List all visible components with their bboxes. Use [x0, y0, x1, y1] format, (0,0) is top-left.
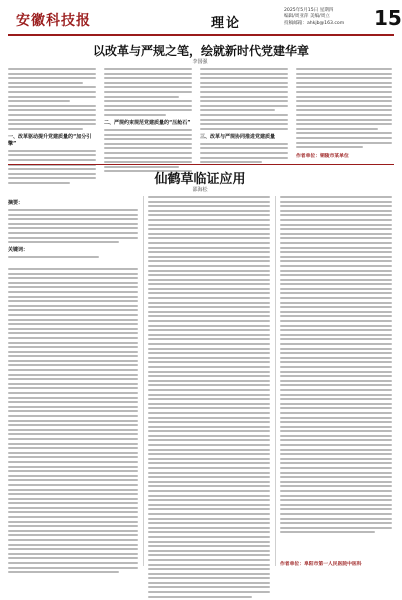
- article1-col-2: [104, 68, 192, 175]
- masthead: [6, 4, 402, 34]
- article1-subhead-3: 三、改革与严规协同推进党建质量: [200, 133, 276, 140]
- contact-line: 投稿邮箱：ahkjb@163.com: [284, 20, 345, 26]
- article1-col-4: [296, 68, 392, 159]
- article2-author-credit: 作者单位：阜阳市第一人民医院中医科: [280, 562, 362, 567]
- masthead-rule: [8, 34, 394, 36]
- article2-byline: 邵海松: [192, 187, 208, 193]
- article2-col-2: [148, 196, 270, 600]
- issue-date: 2025年5月15日 星期四: [284, 8, 334, 13]
- article1-col-3: [200, 68, 288, 166]
- article1-col-1: [8, 68, 96, 186]
- newspaper-brand: 安徽科技报: [16, 13, 91, 29]
- page-number: 15: [374, 6, 402, 30]
- article2-col-3: [280, 196, 392, 536]
- abstract-label: 摘要：: [8, 200, 24, 206]
- keywords-label: 关键词：: [8, 247, 29, 254]
- article1-headline: 以改革与严规之笔，绘就新时代党建华章: [92, 44, 309, 58]
- article2-abstract: [8, 196, 138, 261]
- article-divider: [8, 164, 394, 165]
- column-rule-2: [275, 196, 276, 566]
- article1-subhead-2: 二、严规约束规范党建质量的“压舱石”: [104, 119, 191, 126]
- issue-meta: [284, 8, 374, 27]
- editor-line: 编辑/周亚萍 美编/周立: [284, 14, 330, 20]
- column-rule-1: [143, 196, 144, 566]
- article2-headline: 仙鹤草临证应用: [154, 172, 246, 187]
- article1-author-credit: 作者单位：铜陵市某单位: [296, 154, 349, 160]
- article1-subhead-1: 一、改革驱动提升党建质量的“加分引擎”: [8, 133, 92, 147]
- section-title: 理论: [211, 16, 242, 31]
- article2-col-1: [8, 268, 138, 576]
- article1-byline: 李国强: [192, 59, 208, 65]
